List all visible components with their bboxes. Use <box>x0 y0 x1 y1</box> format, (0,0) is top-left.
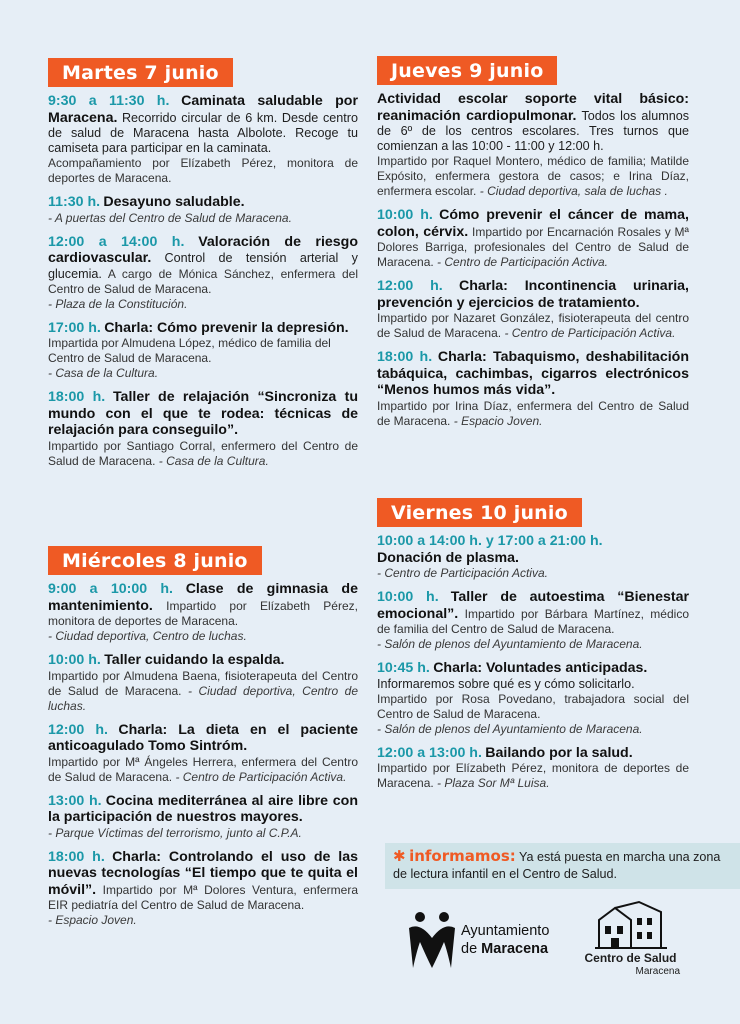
event-location: - Salón de plenos del Ayuntamiento de Maracena. <box>377 637 643 651</box>
tuesday-event-1 <box>48 93 358 186</box>
event-desc: Recorrido circular de 6 km. Desde centro de salud de Maracena hasta Albolote. Recoge tu camiseta para participar en la caminata. <box>48 110 358 155</box>
wednesday-header: Miércoles 8 junio <box>48 546 262 575</box>
event-time: 18:00 h. <box>48 389 106 405</box>
centro-salud-text: Centro de Salud <box>584 951 677 965</box>
thursday-header: Jueves 9 junio <box>377 56 557 85</box>
event-note: Impartido por Irina Díaz, enfermera del Centro de Salud de Maracena. <box>377 398 689 428</box>
event-title: Desayuno saludable. <box>103 194 245 210</box>
event-title: Charla: Cómo prevenir la depresión. <box>104 319 349 336</box>
wednesday-section <box>48 546 358 936</box>
event-note: Impartido por Mª Dolores Ventura, enfermera EIR pediatría del Centro de Salud de Maracena. <box>48 882 358 912</box>
friday-section <box>377 498 689 799</box>
event-location: - Salón de plenos del Ayuntamiento de Maracena. <box>377 721 643 736</box>
ayuntamiento-text: Ayuntamiento <box>461 923 550 939</box>
event-time: 12:00 h. <box>48 721 108 738</box>
event-title: Valoración de riesgo cardiovascular. <box>48 233 358 266</box>
building-icon <box>595 898 667 950</box>
event-time: 17:00 h. <box>48 319 101 336</box>
wednesday-event-1 <box>48 581 358 644</box>
event-time: 10:00 a 14:00 h. y 17:00 a 21:00 h. <box>377 533 603 549</box>
event-location: - Ciudad deportiva, sala de luchas . <box>479 184 668 198</box>
friday-event-1 <box>377 533 689 581</box>
event-note: Impartido por Almudena Baena, fisioterapeuta del Centro de Salud de Maracena. <box>48 668 358 698</box>
event-time: 9:30 a 11:30 h. <box>48 93 170 109</box>
tuesday-event-2 <box>48 194 358 226</box>
wednesday-event-4 <box>48 793 358 841</box>
ayuntamiento-logo <box>407 905 562 975</box>
event-location: - Espacio Joven. <box>453 413 543 428</box>
asterisk-icon: ✱ <box>393 847 406 865</box>
event-note: A cargo de Mónica Sánchez, enfermera del Centro de Salud de Maracena. <box>48 266 358 296</box>
event-note: Acompañamiento por Elízabeth Pérez, monitora de deportes de Maracena. <box>48 156 358 185</box>
event-time: 10:00 h. <box>377 589 439 605</box>
event-desc: Todos los alumnos de 6º de los centros escolares. Tres turnos que comienzan a las 10:00 - 11:00 y 12:00 h. <box>377 108 689 153</box>
friday-header: Viernes 10 junio <box>377 498 582 527</box>
event-time: 13:00 h. <box>48 792 102 809</box>
event-location: - A puertas del Centro de Salud de Maracena. <box>48 210 292 225</box>
event-location: - Plaza de la Constitución. <box>48 296 188 311</box>
info-text: Ya está puesta en marcha una zona de lectura infantil en el Centro de Salud. <box>393 850 721 881</box>
event-time: 10:00 h. <box>377 207 433 223</box>
event-location: - Centro de Participación Activa. <box>437 255 609 269</box>
event-time: 11:30 h. <box>48 194 101 210</box>
event-desc: Control de tensión arterial y glucemia. <box>48 251 358 281</box>
event-time: 12:00 h. <box>377 278 443 294</box>
event-location: - Casa de la Cultura. <box>158 453 269 468</box>
friday-event-2 <box>377 589 689 652</box>
event-note: Impartido por Encarnación Rosales y Mª Dolores Barriga, profesionales del Centro de Salud de Maracena. <box>377 224 689 269</box>
event-time: 18:00 h. <box>48 848 105 865</box>
event-title: Charla: Voluntades anticipadas. <box>433 660 648 676</box>
event-note: Impartido por Mª Ángeles Herrera, enfermera del Centro de Salud de Maracena. <box>48 754 358 784</box>
event-title: Cocina mediterránea al aire libre con la participación de nuestros mayores. <box>48 792 358 825</box>
event-location: - Casa de la Cultura. <box>48 366 159 380</box>
event-location: - Ciudad deportiva, Centro de luchas. <box>48 683 358 713</box>
event-title: Taller de autoestima “Bienestar emocional”. <box>377 589 689 622</box>
event-location: - Centro de Participación Activa. <box>175 769 347 784</box>
event-title: Taller cuidando la espalda. <box>104 652 285 668</box>
event-note: Impartido por Santiago Corral, enfermero del Centro de Salud de Maracena. <box>48 438 358 468</box>
thursday-event-4 <box>377 349 689 429</box>
event-location: - Plaza Sor Mª Luisa. <box>437 776 550 790</box>
event-note: Impartido por Elízabeth Pérez, monitora de deportes de Maracena. <box>377 761 689 790</box>
event-note: Impartido por Raquel Montero, médico de familia; Matilde Expósito, enfermera gestora de casos; e Irina Díaz, enfermera escolar. <box>377 154 689 198</box>
event-note: Impartido por Rosa Povedano, trabajadora social del Centro de Salud de Maracena. <box>377 691 689 721</box>
event-time: 9:00 a 10:00 h. <box>48 581 174 597</box>
event-title: Taller de relajación “Sincroniza tu mundo con el que te rodea: técnicas de relajación para conseguilo”. <box>48 389 359 438</box>
tuesday-section <box>48 58 358 477</box>
event-title: Charla: Incontinencia urinaria, prevención y ejercicios de tratamiento. <box>377 278 689 311</box>
centro-salud-place: Maracena <box>635 966 680 977</box>
ayuntamiento-de: de <box>461 941 478 957</box>
event-time: 10:45 h. <box>377 660 430 676</box>
people-logo-icon <box>407 910 457 970</box>
thursday-event-2 <box>377 207 689 270</box>
event-location: - Centro de Participación Activa. <box>377 566 548 580</box>
event-title: Caminata saludable por Maracena. <box>48 93 358 126</box>
event-note: Impartido por Bárbara Martínez, médico de familia del Centro de Salud de Maracena. <box>377 606 689 636</box>
event-title: Clase de gimnasia de mantenimiento. <box>48 581 358 614</box>
tuesday-event-4 <box>48 320 358 382</box>
event-location: - Espacio Joven. <box>48 913 137 927</box>
event-desc: Informaremos sobre qué es y cómo solicitarlo. <box>377 676 635 691</box>
event-time: 18:00 h. <box>377 349 433 365</box>
event-location: - Parque Víctimas del terrorismo, junto al C.P.A. <box>48 825 302 840</box>
event-title: Charla: Tabaquismo, deshabilitación tabáquica, cachimbas, cigarros electrónicos “Menos humos más vida”. <box>377 349 689 398</box>
wednesday-event-2 <box>48 652 358 714</box>
wednesday-event-5 <box>48 849 358 929</box>
tuesday-event-5 <box>48 389 358 469</box>
friday-event-3 <box>377 660 689 737</box>
event-note: Impartida por Almudena López, médico de familia del Centro de Salud de Maracena. <box>48 336 331 365</box>
event-title: Actividad escolar soporte vital básico: reanimación cardiopulmonar. <box>377 91 689 124</box>
event-title: Cómo prevenir el cáncer de mama, colon, cérvix. <box>377 207 689 240</box>
event-title: Bailando por la salud. <box>485 744 633 761</box>
thursday-event-1 <box>377 91 689 199</box>
ayuntamiento-name <box>461 941 548 957</box>
centro-salud-logo <box>573 898 688 980</box>
info-label: informamos: <box>409 847 516 865</box>
event-location: - Ciudad deportiva, Centro de luchas. <box>48 629 247 643</box>
event-note: Impartido por Nazaret González, fisioterapeuta del centro de Salud de Maracena. <box>377 311 689 340</box>
wednesday-event-3 <box>48 722 358 785</box>
event-title: Charla: Controlando el uso de las nuevas tecnologías “El tiempo que te quita el móvil”. <box>48 848 358 898</box>
thursday-event-3 <box>377 278 689 341</box>
event-time: 12:00 a 14:00 h. <box>48 233 185 250</box>
event-time: 10:00 h. <box>48 652 101 668</box>
thursday-section <box>377 56 689 437</box>
event-time: 12:00 a 13:00 h. <box>377 744 482 761</box>
event-title: Charla: La dieta en el paciente anticoagulado Tomo Sintróm. <box>48 721 358 754</box>
event-location: - Centro de Participación Activa. <box>504 326 676 340</box>
friday-event-4 <box>377 745 689 792</box>
tuesday-event-3 <box>48 234 358 312</box>
info-box <box>385 843 740 889</box>
ayuntamiento-maracena: Maracena <box>481 941 549 957</box>
tuesday-header: Martes 7 junio <box>48 58 233 87</box>
event-title: Donación de plasma. <box>377 549 519 566</box>
event-note: Impartido por Elízabeth Pérez, monitora de deportes de Maracena. <box>48 598 358 628</box>
